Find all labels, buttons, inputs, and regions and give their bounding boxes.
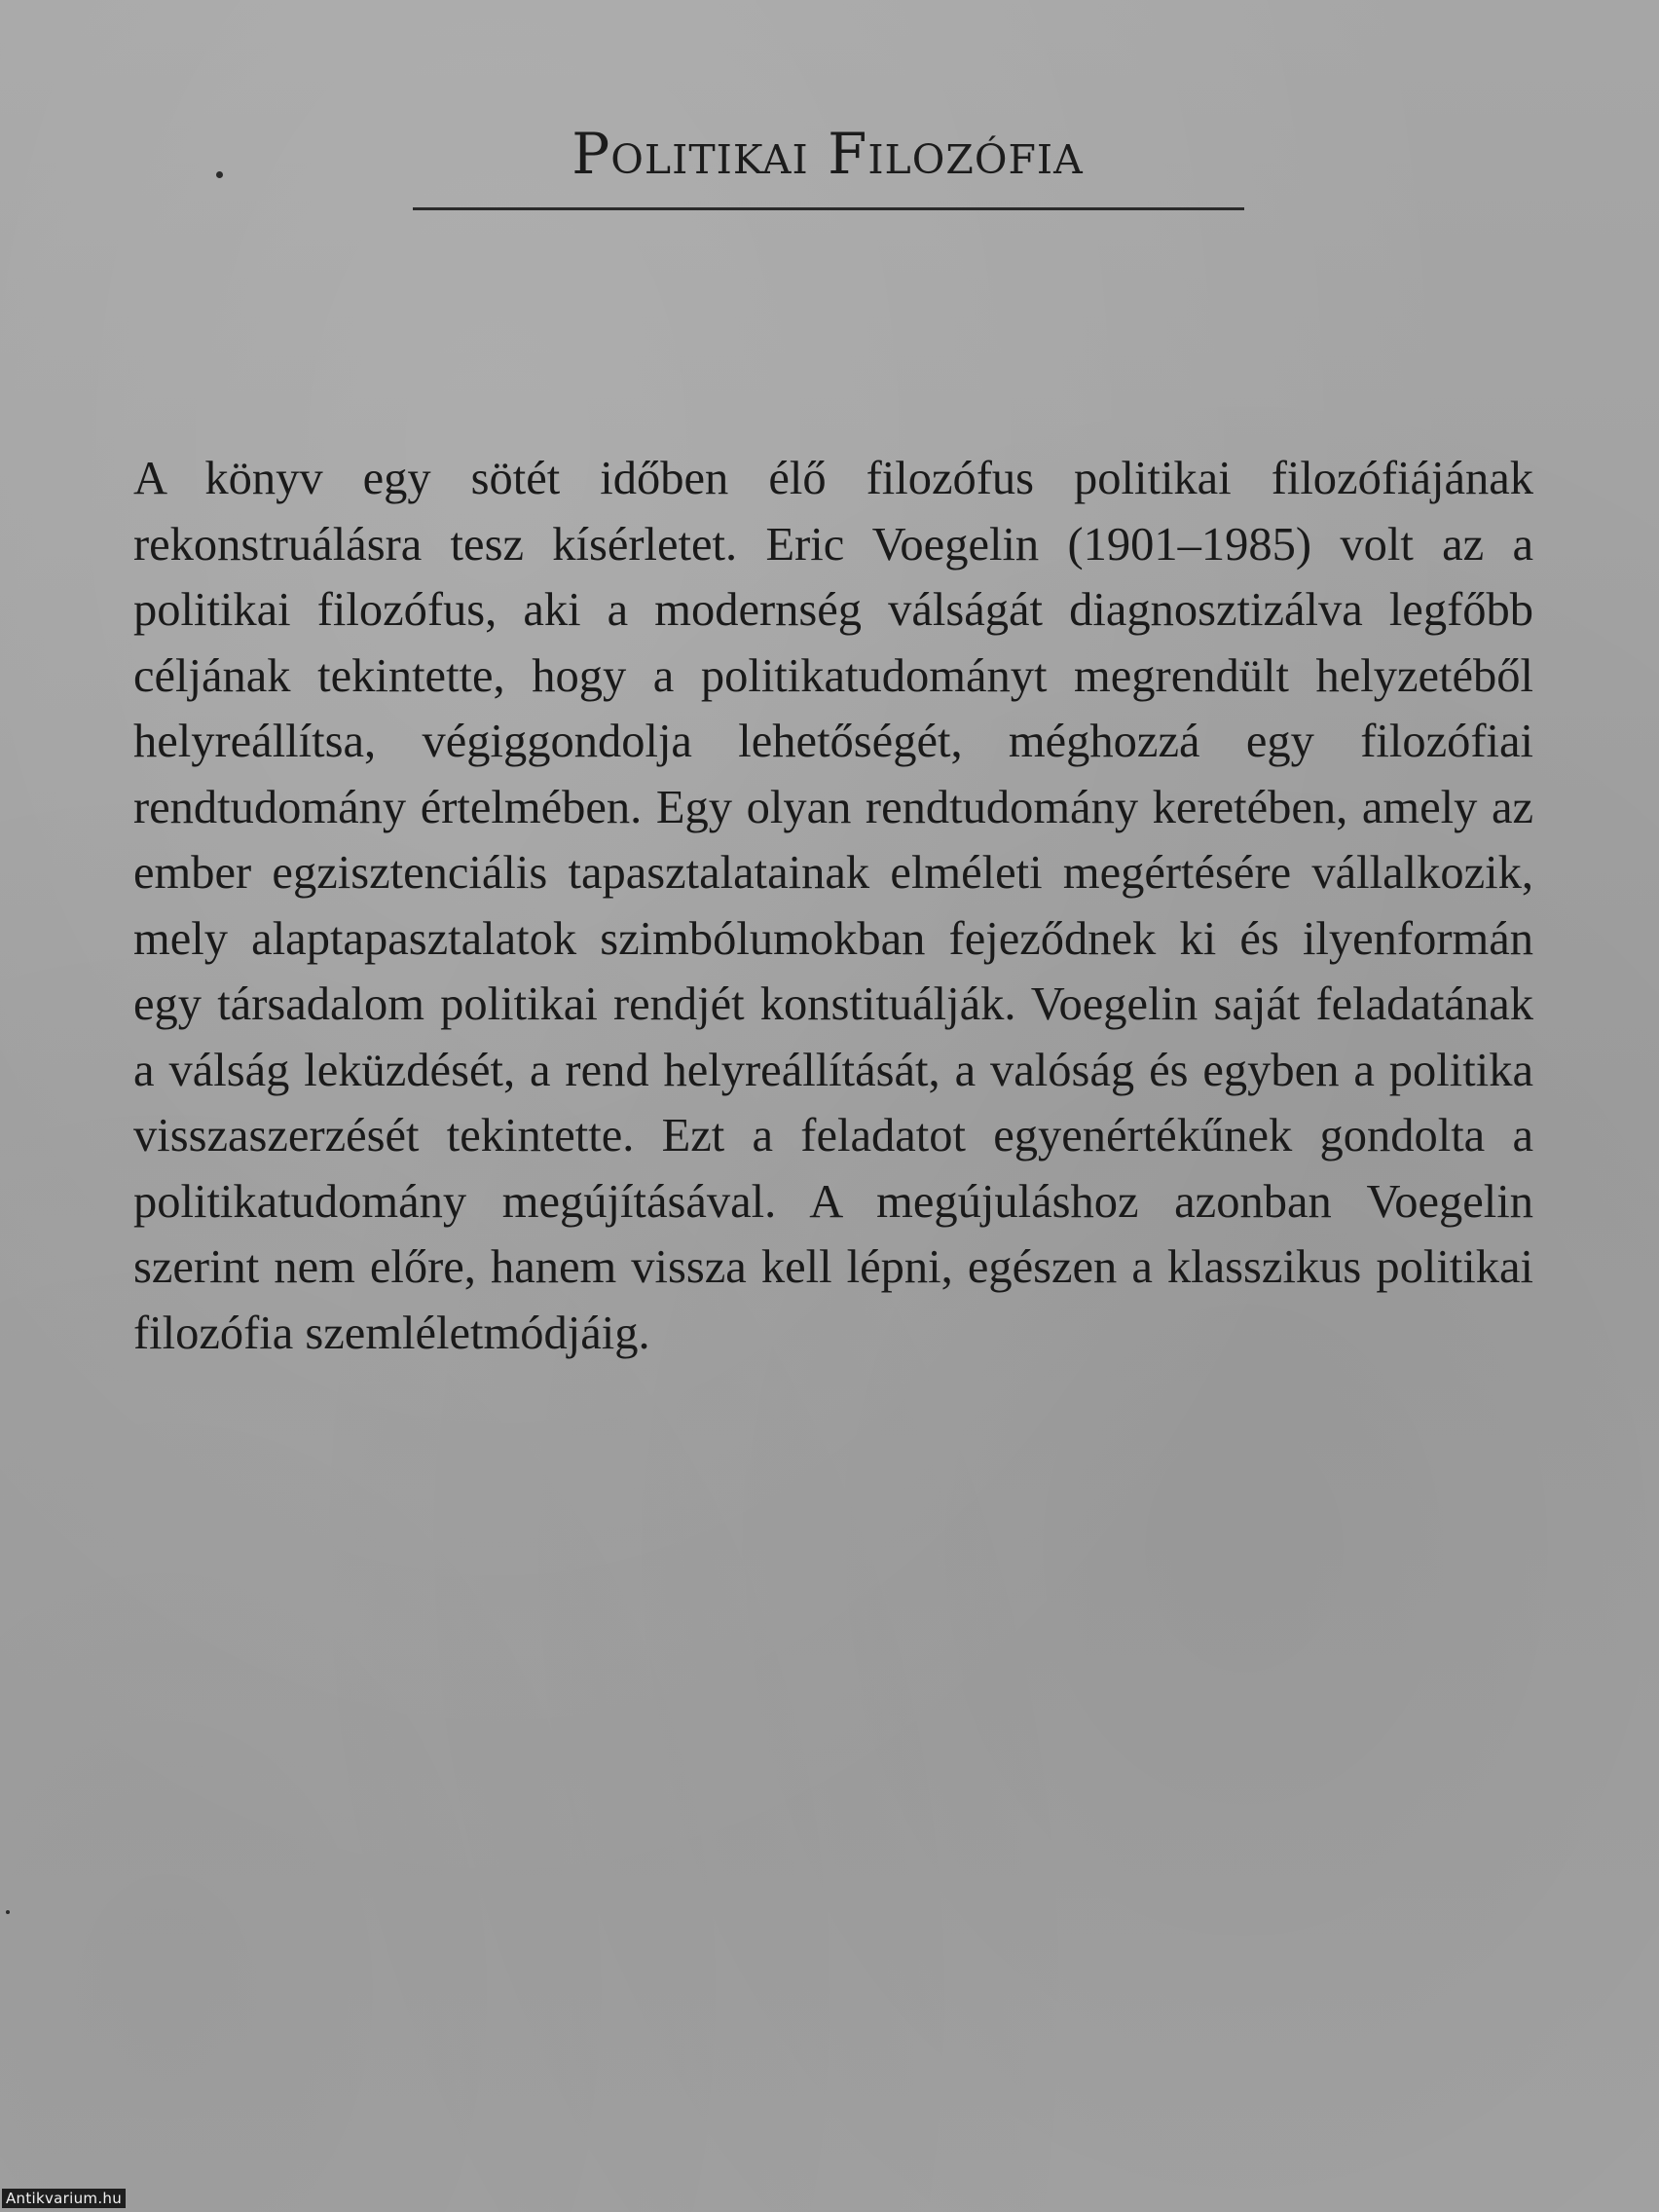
series-title: Politikai Filozófia — [571, 121, 1084, 187]
source-watermark: Antikvarium.hu — [2, 2189, 126, 2208]
cover-blurb: A könyv egy sötét időben élő filozófus politikai filozófiájának rekonstruálásra tesz kísérletet. Eric Voegelin (1901–1985) volt az a politikai filozófus, aki a modernség válságát diagnosztizálva legfőbb céljának tekintette, hogy a politikatudományt megrendült helyzetéből helyreállítsa, végiggondolja lehetőségét, méghozzá egy filozófiai rendtudomány értelmében. Egy olyan rendtudomány keretében, amely az ember egzisztenciális tapasztalatainak elméleti megértésére vállalkozik, mely alaptapasztalatok szimbólumokban fejeződnek ki és ilyenformán egy társadalom politikai rendjét konstituálják. Voegelin saját feladatának a válság leküzdését, a rend helyreállítását, a valóság és egyben a politika visszaszerzését tekintette. Ezt a feladatot egyenértékűnek gondolta a politikatudomány megújításával. A megújuláshoz azonban Voegelin szerint nem előre, hanem vissza kell lépni, egészen a klasszikus politikai filozófia szemléletmódjáig. — [133, 453, 1533, 1359]
print-speck — [216, 171, 223, 178]
title-underline — [413, 207, 1244, 210]
print-speck — [6, 1910, 10, 1914]
